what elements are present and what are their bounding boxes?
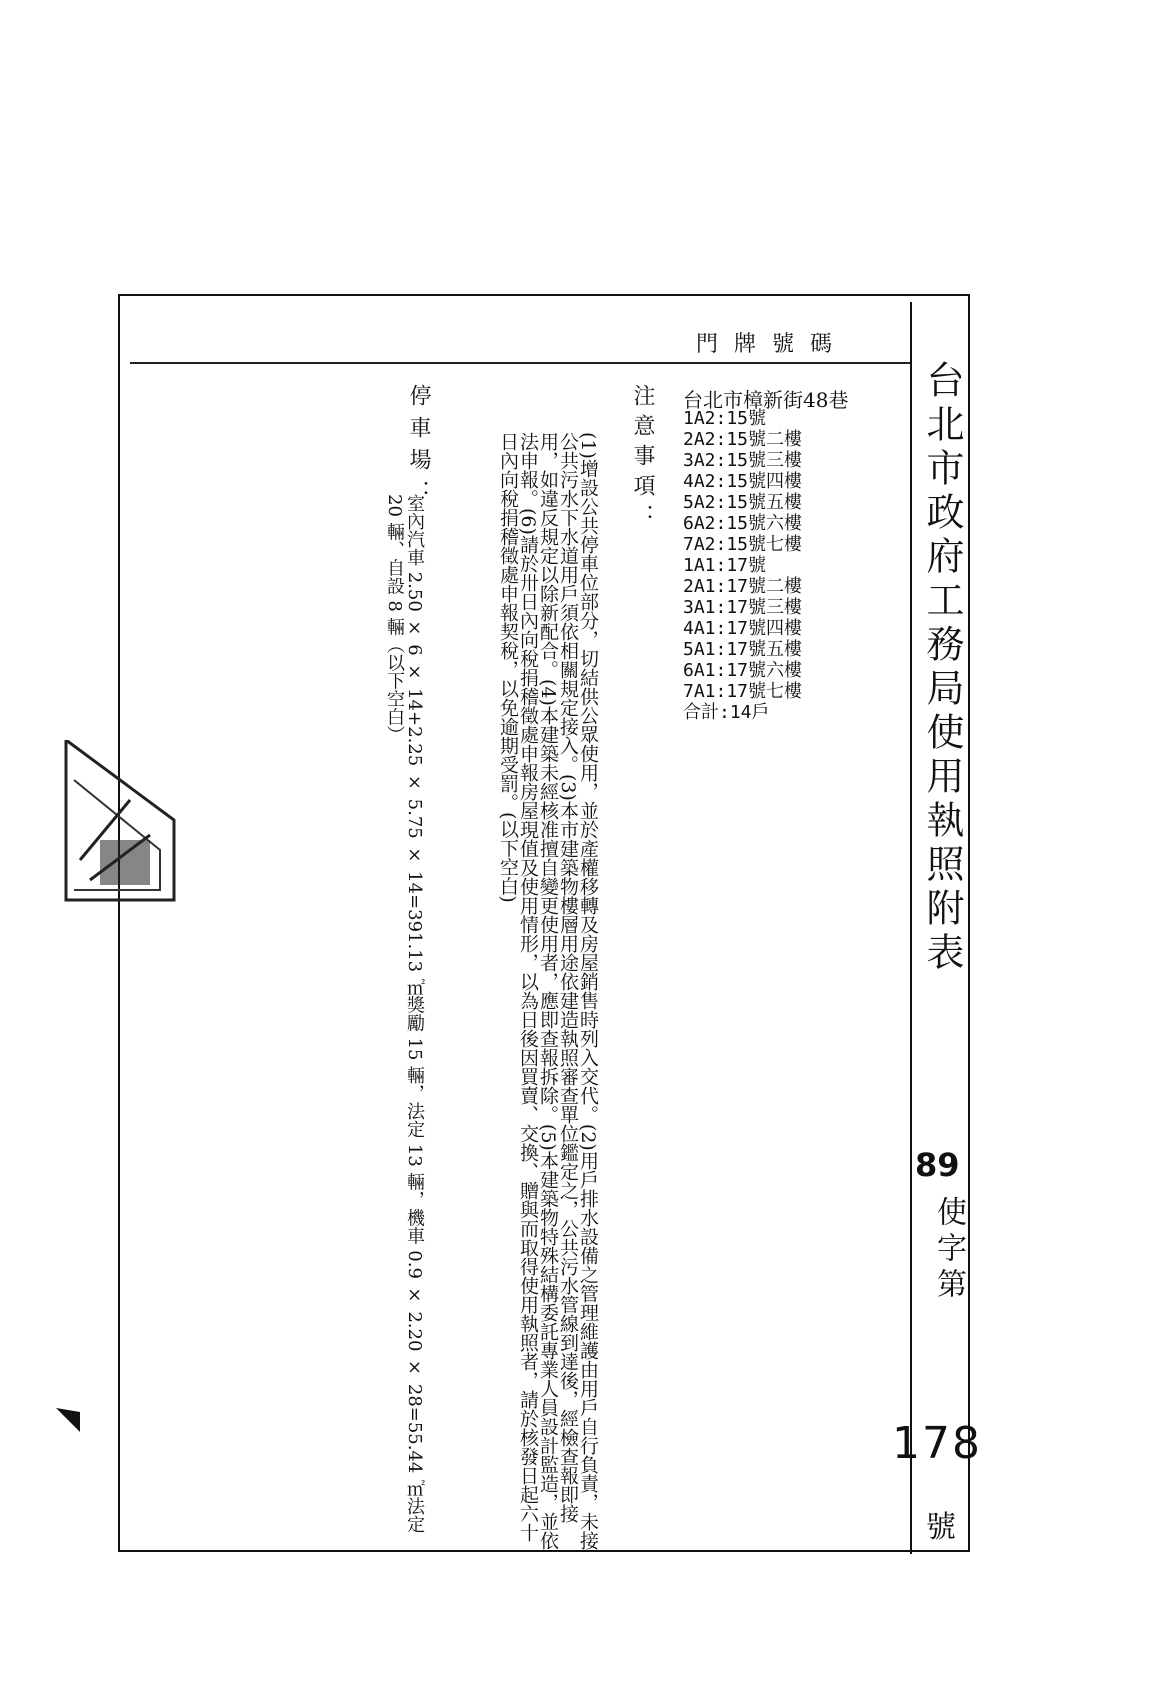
address-entry: 3A1:17號三樓: [683, 597, 803, 618]
address-entry: 2A2:15號二樓: [683, 429, 803, 450]
address-header: 門牌號碼: [696, 332, 849, 357]
address-entry: 6A2:15號六樓: [683, 513, 803, 534]
parking-body: 室內汽車 2.50 × 6 × 14+2.25 × 5.75 × 14=391.13 ㎡獎勵 15 輛，法定 13 輛，機車 0.9 × 2.20 × 28=55.44 ㎡法定 20 輛、自設 8 輛（以下空白）: [384, 494, 425, 1534]
address-entry: 1A2:15號: [683, 408, 767, 429]
address-entry: 4A1:17號四樓: [683, 618, 803, 639]
address-entry: 1A1:17號: [683, 555, 767, 576]
address-entry: 3A2:15號三樓: [683, 450, 803, 471]
parking-label: 停車場：: [406, 384, 431, 512]
address-entry: 5A1:17號五樓: [683, 639, 803, 660]
header-divider: [130, 362, 910, 364]
permit-number: 178: [892, 1418, 982, 1469]
notes-body: (1)增設公共停車位部分，切結供公眾使用，並於產權移轉及房屋銷售時列入交代。(2)用戶排水設備之管理維護由用戶自行負責，未接公共污水下水道用戶須依相關規定接入。(3)本市建築物樓層用途依建造執照審查單位鑑定之，公共污水管線到達後，經檢查報即接用，如違反規定以除新配合。(4)本建築未經核准擅自變更使用者，應即查報拆除。(5)本建築物特殊結構委託專業人員設計監造，並依法申報。(6)請於卅日內向稅捐稽徵處申報房屋現值及使用情形，以為日後因買賣、交換、贈與而取得使用執照者，請於核發日起六十日內向稅捐稽徵處申報契稅，以免逾期受罰。(以下空白): [497, 432, 599, 1550]
address-list: [683, 408, 802, 723]
address-entry: 2A1:17號二樓: [683, 576, 803, 597]
address-entry: 7A2:15號七樓: [683, 534, 803, 555]
address-street: 台北市樟新街48巷: [683, 388, 849, 412]
permit-word: 使字第: [931, 1196, 966, 1304]
address-entry: 6A1:17號六樓: [683, 660, 803, 681]
notes-label: 注意事項：: [630, 384, 655, 534]
official-stamp-icon: [60, 740, 180, 920]
address-entry: 5A2:15號五樓: [683, 492, 803, 513]
address-entry: 4A2:15號四樓: [683, 471, 803, 492]
permit-year: 89: [915, 1146, 960, 1184]
address-entry: 7A1:17號七樓: [683, 681, 803, 702]
document-title: 台北市政府工務局使用執照附表: [920, 360, 964, 976]
scan-mark-icon: [56, 1408, 82, 1434]
address-entry: 合計:14戶: [683, 702, 770, 723]
permit-suffix: 號: [926, 1510, 956, 1545]
